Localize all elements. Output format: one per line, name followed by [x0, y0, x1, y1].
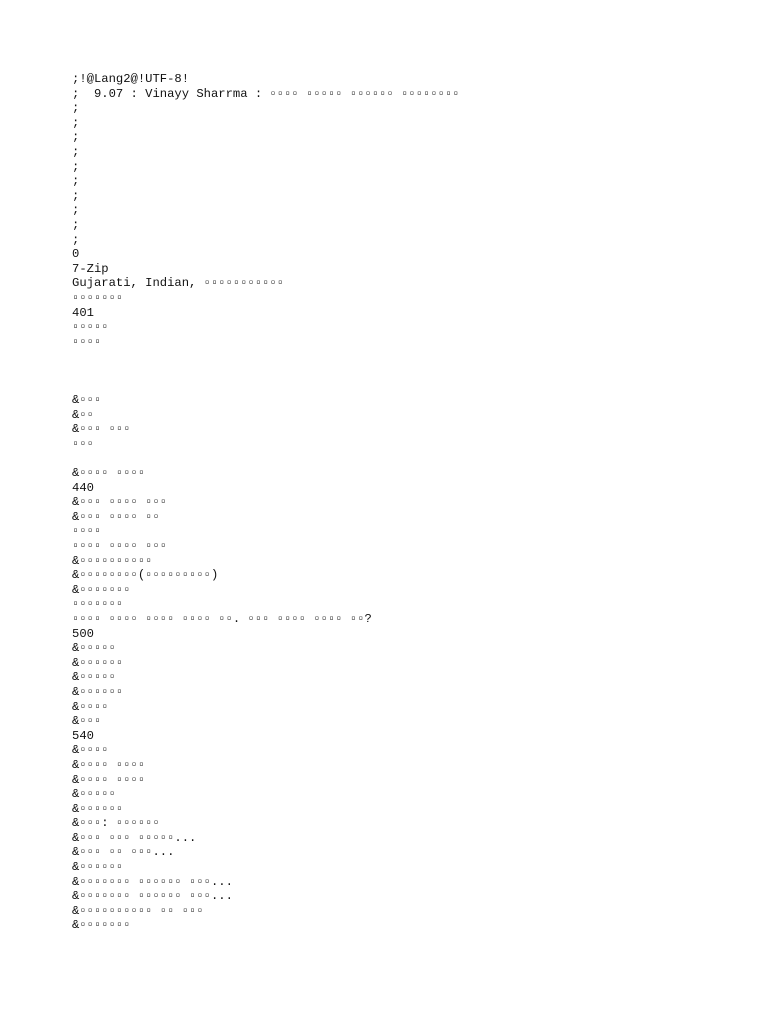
- text-line: &▫▫▫: [72, 393, 102, 408]
- text-line: &▫▫▫▫▫▫▫ ▫▫▫▫▫▫ ▫▫▫...: [72, 889, 233, 904]
- text-line: ▫▫▫: [72, 436, 94, 451]
- text-line: ;: [72, 232, 80, 247]
- blank-line: [72, 378, 752, 393]
- text-line: &▫▫▫ ▫▫▫▫ ▫▫: [72, 509, 160, 524]
- text-line: ;: [72, 144, 80, 159]
- text-line: &▫▫▫▫▫▫▫: [72, 582, 131, 597]
- blank-line: [72, 364, 752, 379]
- text-line: ▫▫▫▫ ▫▫▫▫ ▫▫▫: [72, 539, 168, 553]
- text-line: &▫▫▫▫▫▫▫▫▫▫: [72, 553, 153, 568]
- text-line: ;: [72, 101, 80, 116]
- text-line: 7-Zip: [72, 261, 109, 276]
- text-line: &▫▫▫▫▫: [72, 641, 116, 656]
- text-line: &▫▫▫ ▫▫▫▫ ▫▫▫: [72, 495, 168, 510]
- blank-line: [72, 349, 752, 364]
- text-line: &▫▫▫▫▫▫▫▫(▫▫▫▫▫▫▫▫▫): [72, 568, 219, 583]
- text-line: 540: [72, 728, 94, 743]
- text-line: &▫▫▫▫▫▫▫ ▫▫▫▫▫▫ ▫▫▫...: [72, 874, 233, 889]
- document-page: [72, 72, 752, 933]
- text-line: ;: [72, 203, 80, 218]
- text-line: &▫▫▫▫▫▫▫: [72, 918, 131, 933]
- text-line: ▫▫▫▫: [72, 334, 102, 349]
- blank-line: [72, 451, 752, 466]
- text-line: &▫▫▫▫▫▫: [72, 655, 124, 670]
- text-line: ;: [72, 115, 80, 130]
- text-line: 440: [72, 480, 94, 495]
- text-line: ;: [72, 217, 80, 232]
- text-line: &▫▫▫: [72, 714, 102, 729]
- text-line: &▫▫▫▫: [72, 699, 109, 714]
- text-line: ▫▫▫▫ ▫▫▫▫ ▫▫▫▫ ▫▫▫▫ ▫▫. ▫▫▫ ▫▫▫▫ ▫▫▫▫ ▫▫?: [72, 611, 372, 626]
- text-line: &▫▫▫▫▫▫: [72, 860, 124, 875]
- text-line: &▫▫▫▫ ▫▫▫▫: [72, 757, 146, 772]
- text-line: &▫▫▫▫: [72, 743, 109, 758]
- text-line: ▫▫▫▫: [72, 524, 102, 539]
- text-line: &▫▫▫ ▫▫ ▫▫▫...: [72, 845, 175, 860]
- text-line: ▫▫▫▫▫▫▫: [72, 597, 124, 612]
- text-line: &▫▫▫▫▫▫: [72, 684, 124, 699]
- text-line: 500: [72, 626, 94, 641]
- text-line: 401: [72, 305, 94, 320]
- text-line: ;!@Lang2@!UTF-8!: [72, 72, 190, 86]
- text-line: ▫▫▫▫▫▫▫: [72, 290, 124, 305]
- text-line: &▫▫▫▫▫▫▫▫▫▫ ▫▫ ▫▫▫: [72, 903, 204, 918]
- text-line: &▫▫▫▫ ▫▫▫▫: [72, 466, 146, 481]
- text-line: &▫▫▫ ▫▫▫: [72, 422, 131, 437]
- text-line: ;: [72, 159, 80, 174]
- text-line: &▫▫▫▫ ▫▫▫▫: [72, 772, 146, 787]
- text-line: ;: [72, 188, 80, 203]
- text-line: ;: [72, 130, 80, 145]
- text-line: ;: [72, 174, 80, 189]
- text-line: ▫▫▫▫▫: [72, 320, 109, 335]
- text-line: &▫▫▫▫▫: [72, 787, 116, 802]
- text-line: &▫▫▫ ▫▫▫ ▫▫▫▫▫...: [72, 830, 197, 845]
- text-line: &▫▫: [72, 407, 94, 422]
- text-line: ; 9.07 : Vinayy Sharrma : ▫▫▫▫ ▫▫▫▫▫ ▫▫▫▫▫▫ ▫▫▫▫▫▫▫▫: [72, 86, 460, 101]
- text-line: 0: [72, 247, 80, 262]
- text-line: &▫▫▫▫▫: [72, 670, 116, 685]
- text-line: &▫▫▫▫▫▫: [72, 801, 124, 816]
- text-line: Gujarati, Indian, ▫▫▫▫▫▫▫▫▫▫▫: [72, 276, 285, 291]
- text-line: &▫▫▫: ▫▫▫▫▫▫: [72, 816, 160, 831]
